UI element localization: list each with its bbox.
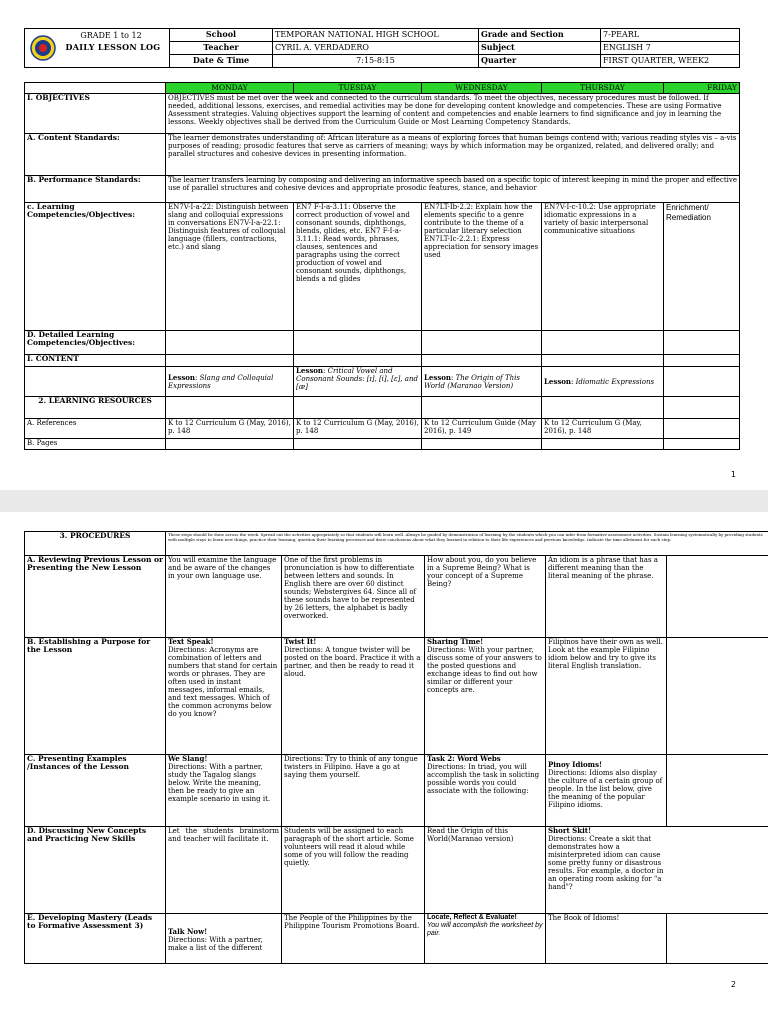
row-b-monday-text: Directions: Acronyms are combination of letters and numbers that stand for certain words or phrases. They are often used in instant messages, informal emails, and text messages. Which of the common acronyms below do you know? <box>168 646 278 718</box>
lesson-table-page1 <box>24 82 740 450</box>
res-tue <box>294 397 422 419</box>
row-b-label: B. Establishing a Purpose for the Lesson <box>25 638 166 755</box>
row-a-thursday: An idiom is a phrase that has a different meaning than the literal meaning of the phrase. <box>546 556 667 638</box>
detailed-mon <box>166 331 294 355</box>
page-number-1: 1 <box>730 470 736 479</box>
content-standards-text: The learner demonstrates understanding of: African literature as a means of exploring forces that human beings contend with; various reading styles vis – a-vis purposes of reading; prosodic features that serve as carriers of meaning; ways by which information may be organized, related, and delivered orally; and parallel structures and cohesive devices in presenting information. <box>166 134 740 176</box>
row-c-wednesday-title: Task 2: Word Webs <box>427 754 501 763</box>
dll-title-line2: DAILY LESSON LOG <box>65 42 161 52</box>
row-c-label: C. Presenting Examples /Instances of the Lesson <box>25 755 166 827</box>
detailed-wed <box>422 331 542 355</box>
lesson-monday: Lesson: Slang and Colloquial Expressions <box>166 367 294 397</box>
row-a-friday <box>667 556 768 638</box>
reference-tuesday: K to 12 Curriculum G (May, 2016), p. 148 <box>294 419 422 439</box>
row-e-monday-text: Directions: With a partner, make a list of the different <box>168 936 263 952</box>
content-blank-thu <box>542 355 664 367</box>
row-c-monday-title: We Slang! <box>168 754 208 763</box>
procedures-label: 3. PROCEDURES <box>25 532 166 556</box>
competency-friday: Enrichment/ Remediation <box>664 203 740 331</box>
grade-label: Grade and Section <box>479 29 601 42</box>
row-c-wednesday <box>425 755 546 827</box>
teacher-label: Teacher <box>170 42 273 55</box>
row-b-wednesday <box>425 638 546 755</box>
performance-standards-label: B. Performance Standards: <box>25 176 166 203</box>
row-d-label: D. Discussing New Concepts and Practicing New Skills <box>25 827 166 914</box>
content-blank-mon <box>166 355 294 367</box>
lesson-monday-title: Slang and Colloquial Expressions <box>168 373 274 390</box>
lesson-word: Lesson <box>424 372 452 382</box>
detailed-competencies-label: D. Detailed Learning Competencies/Objectives: <box>25 331 166 355</box>
row-e-thursday: The Book of Idioms! <box>546 914 667 964</box>
row-b-monday <box>166 638 282 755</box>
lesson-thursday-title: Idiomatic Expressions <box>575 377 655 386</box>
row-d-thursday-text: Directions: Create a skit that demonstrates how a misinterpreted idiom can cause some pretty funny or disastrous results. For example, a doctor in an operating room asking for "a hand"? <box>548 835 664 891</box>
competency-wednesday: EN7LT-Ib-2.2: Explain how the elements specific to a genre contribute to the theme of a particular literary selection EN7LT-Ic-2.2.1: Express appreciation for sensory images used <box>422 203 542 331</box>
deped-seal-icon <box>30 35 56 61</box>
row-b-friday <box>667 638 768 755</box>
row-e-wednesday-title: Locate, Reflect & Evaluate! <box>427 914 517 921</box>
day-corner <box>25 83 166 94</box>
competency-tuesday: EN7 F-I-a-3.11: Observe the correct production of vowel and consonant sounds, diphthongs, blends, glides, etc. EN7 F-I-a-3.11.1: Read words, phrases, clauses, sentences and paragraphs using the correct production of vowel and consonant sounds, diphthongs, blends a nd glides <box>294 203 422 331</box>
row-e-monday <box>166 914 282 964</box>
day-wednesday: WEDNESDAY <box>422 83 542 94</box>
row-d-monday: Let the students brainstorm and teacher will facilitate it. <box>166 827 282 914</box>
detailed-tue <box>294 331 422 355</box>
row-a-label: A. Reviewing Previous Lesson or Presenting the New Lesson <box>25 556 166 638</box>
content-blank-tue <box>294 355 422 367</box>
competencies-label: c. Learning Competencies/Objectives: <box>25 203 166 331</box>
row-c-monday <box>166 755 282 827</box>
learning-resources-label: 2. LEARNING RESOURCES <box>25 397 166 419</box>
lesson-word: Lesson <box>296 366 324 375</box>
references-label: A. References <box>25 419 166 439</box>
row-d-wednesday: Read the Origin of this World(Maranao version) <box>425 827 546 914</box>
date-label: Date & Time <box>170 55 273 68</box>
reference-thursday: K to 12 Curriculum G (May, 2016), p. 148 <box>542 419 664 439</box>
teacher-value: CYRIL A. VERDADERO <box>273 42 479 55</box>
lesson-thursday: Lesson: Idiomatic Expressions <box>542 367 664 397</box>
row-e-tuesday: The People of the Philippines by the Philippine Tourism Promotions Board. <box>282 914 425 964</box>
header-table <box>24 28 740 68</box>
pages-mon <box>166 439 294 450</box>
lesson-word: Lesson <box>544 376 572 386</box>
row-a-tuesday: One of the first problems in pronunciation is how to differentiate between letters and sounds. In English there are over 60 distinct sounds; Webstergives 64. Since all of these sounds have to be represented by 26 letters, the alphabet is badly overworked. <box>282 556 425 638</box>
row-e-friday <box>667 914 768 964</box>
subject-value: ENGLISH 7 <box>601 42 740 55</box>
row-b-tuesday <box>282 638 425 755</box>
day-tuesday: TUESDAY <box>294 83 422 94</box>
row-d-thursday-title: Short Skit! <box>548 826 592 835</box>
row-c-thursday-text: Directions: Idioms also display the culture of a certain group of people. In the list below, give the meaning of the popular Filipino idioms. <box>548 769 663 809</box>
reference-monday: K to 12 Curriculum G (May, 2016), p. 148 <box>166 419 294 439</box>
pages-fri <box>664 439 740 450</box>
content-standards-label: A. Content Standards: <box>25 134 166 176</box>
pages-label: B. Pages <box>25 439 166 450</box>
school-value: TEMPORAN NATIONAL HIGH SCHOOL <box>273 29 479 42</box>
quarter-label: Quarter <box>479 55 601 68</box>
day-monday: MONDAY <box>166 83 294 94</box>
row-c-friday <box>667 755 768 827</box>
date-value: 7:15-8:15 <box>273 55 479 68</box>
lesson-tuesday: Lesson: Critical Vowel and Consonant Sounds: [ɪ], [i], [ɛ], and [æ] <box>294 367 422 397</box>
dll-title-line1: GRADE 1 to 12 <box>80 31 142 40</box>
procedures-note: These steps should be done across the week. Spread out the activities appropriately so that students will learn well. Always be guided by demonstration of learning by the students which you can infer from formative assessment activities. Sustain learning systematically by providing students with multiple ways to learn new things, practice their learning, question their learning processes and draw conclusions about what they learned in relation to their life experiences and previous knowledge. Indicate the time allotment for each step. <box>166 532 768 556</box>
competency-monday: EN7V-I-a-22: Distinguish between slang and colloquial expressions in conversations EN7V-I-a-22.1: Distinguish features of colloquial language (fillers, contractions, etc.) and slang <box>166 203 294 331</box>
content-label: I. CONTENT <box>25 355 166 367</box>
row-b-monday-title: Text Speak! <box>168 637 214 646</box>
reference-friday <box>664 419 740 439</box>
content-blank-wed <box>422 355 542 367</box>
page-number-2: 2 <box>730 980 736 989</box>
lesson-wednesday: Lesson: The Origin of This World (Maranao Version) <box>422 367 542 397</box>
subject-label: Subject <box>479 42 601 55</box>
row-e-wednesday-text: You will accomplish the worksheet by pair. <box>427 922 543 937</box>
performance-standards-text: The learner transfers learning by composing and delivering an informative speech based on a specific topic of interest keeping in mind the proper and effective use of parallel structures and cohesive devices and appropriate prosodic features, stance, and behavior <box>166 176 740 203</box>
row-a-monday: You will examine the language and be aware of the changes in your own language use. <box>166 556 282 638</box>
row-e-monday-title: Talk Now! <box>168 927 208 936</box>
row-c-monday-text: Directions: With a partner, study the Tagalog slangs below. Write the meaning, then be ready to give an example scenario in using it. <box>168 763 271 803</box>
competency-thursday: EN7V-I-c-10.2: Use appropriate idiomatic expressions in a variety of basic interpersonal communicative situations <box>542 203 664 331</box>
day-thursday: THURSDAY <box>542 83 664 94</box>
res-thu <box>542 397 664 419</box>
row-c-thursday <box>546 755 667 827</box>
row-b-thursday: Filipinos have their own as well. Look at the example Filipino idiom below and try to give its literal English translation. <box>546 638 667 755</box>
row-a-wednesday: How about you, do you believe in a Supreme Being? What is your concept of a Supreme Being? <box>425 556 546 638</box>
row-d-thursday <box>546 827 768 914</box>
lesson-word: Lesson <box>168 372 196 382</box>
objectives-label: I. OBJECTIVES <box>25 94 166 134</box>
school-label: School <box>170 29 273 42</box>
row-c-tuesday: Directions: Try to think of any tongue twisters in Filipino. Have a go at saying them yourself. <box>282 755 425 827</box>
day-friday: FRIDAY <box>664 83 740 94</box>
detailed-thu <box>542 331 664 355</box>
lesson-wednesday-title: The Origin of This World (Maranao Version) <box>424 373 520 390</box>
row-e-wednesday <box>425 914 546 964</box>
row-b-tuesday-title: Twist It! <box>284 637 317 646</box>
quarter-value: FIRST QUARTER, WEEK2 <box>601 55 740 68</box>
pages-thu <box>542 439 664 450</box>
page-gap <box>0 490 768 512</box>
lesson-table-page2 <box>24 531 768 964</box>
lesson-row-label <box>25 367 166 397</box>
lesson-tuesday-title: Critical Vowel and Consonant Sounds: [ɪ], [i], [ɛ], and [æ] <box>296 367 418 391</box>
row-e-label: E. Developing Mastery (Leads to Formative Assessment 3) <box>25 914 166 964</box>
res-fri <box>664 397 740 419</box>
page-1 <box>0 0 768 490</box>
row-b-wednesday-text: Directions: With your partner, discuss some of your answers to the posted questions and exchange ideas to find out how similar or different your concepts are. <box>427 646 542 694</box>
row-c-thursday-title: Pinoy Idioms! <box>548 760 603 769</box>
row-b-tuesday-text: Directions: A tongue twister will be posted on the board. Practice it with a partner, and then be ready to read it aloud. <box>284 646 421 678</box>
grade-value: 7-PEARL <box>601 29 740 42</box>
row-d-tuesday: Students will be assigned to each paragraph of the short article. Some volunteers will read it aloud while some of you will follow the reading quietly. <box>282 827 425 914</box>
row-b-wednesday-title: Sharing Time! <box>427 637 484 646</box>
detailed-fri <box>664 331 740 355</box>
content-blank-fri <box>664 355 740 367</box>
pages-tue <box>294 439 422 450</box>
res-mon <box>166 397 294 419</box>
res-wed <box>422 397 542 419</box>
row-c-wednesday-text: Directions: In triad, you will accomplish the task in solicting possible words you could associate with the following: <box>427 763 540 795</box>
pages-wed <box>422 439 542 450</box>
lesson-friday <box>664 367 740 397</box>
objectives-text: OBJECTIVES must be met over the week and connected to the curriculum standards. To meet the objectives, necessary procedures must be followed. If needed, additional lessons, exercises, and remedial activities may be done for developing content knowledge and competencies. These are using Formative Assessment strategies. Valuing objectives support the learning of content and competencies and enable learners to find significance and joy in learning the lessons. Weekly objectives shall be derived from the Curriculum Guide or Most Learning Competency Standards. <box>166 94 740 134</box>
reference-wednesday: K to 12 Curriculum Guide (May 2016), p. 149 <box>422 419 542 439</box>
